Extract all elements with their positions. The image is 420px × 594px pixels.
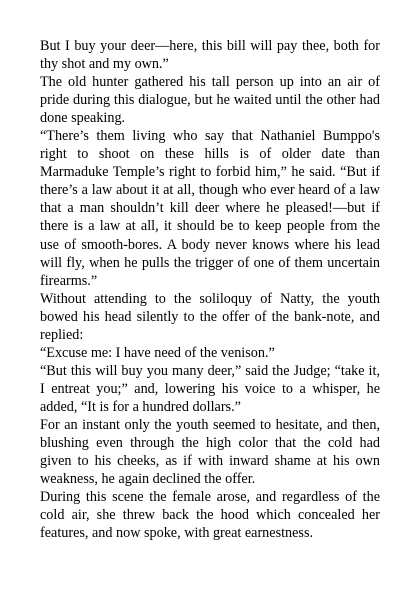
book-page [40, 37, 380, 542]
paragraph-natty-speech: “There’s them living who say that Nathaniel Bumppo's right to shoot on these hills is of older date than Marmaduke Temple’s right to forbid him,” he said. “But if there’s a law about it at all, though who ever heard of a law that a man shouldn’t kill deer where he pleased!—but if there is a law at all, it should be to keep people from the use of smooth-bores. A body never knows where his lead will fly, when he pulls the trigger of one of them uncertain firearms.” [40, 128, 380, 289]
paragraph-female-arose: During this scene the female arose, and regardless of the cold air, she threw back the hood which concealed her features, and now spoke, with great earnestness. [40, 489, 380, 542]
paragraph-youth-declines: For an instant only the youth seemed to hesitate, and then, blushing even through the high color that the cold had given to his cheeks, as if with inward shame at his own weakness, he again declined the offer. [40, 416, 380, 488]
paragraph-judge-entreats: “But this will buy you many deer,” said the Judge; “take it, I entreat you;” and, lowering his voice to a whisper, he added, “It is for a hundred dollars.” [40, 362, 380, 415]
paragraph-bill-offer: But I buy your deer—here, this bill will pay thee, both for thy shot and my own.” [40, 38, 380, 73]
paragraph-youth-bows: Without attending to the soliloquy of Natty, the youth bowed his head silently to the offer of the bank-note, and replied: [40, 290, 380, 343]
paragraph-excuse-me: “Excuse me: I have need of the venison.” [40, 344, 275, 361]
paragraph-hunter-pride: The old hunter gathered his tall person up into an air of pride during this dialogue, but he waited until the other had done speaking. [40, 74, 380, 127]
